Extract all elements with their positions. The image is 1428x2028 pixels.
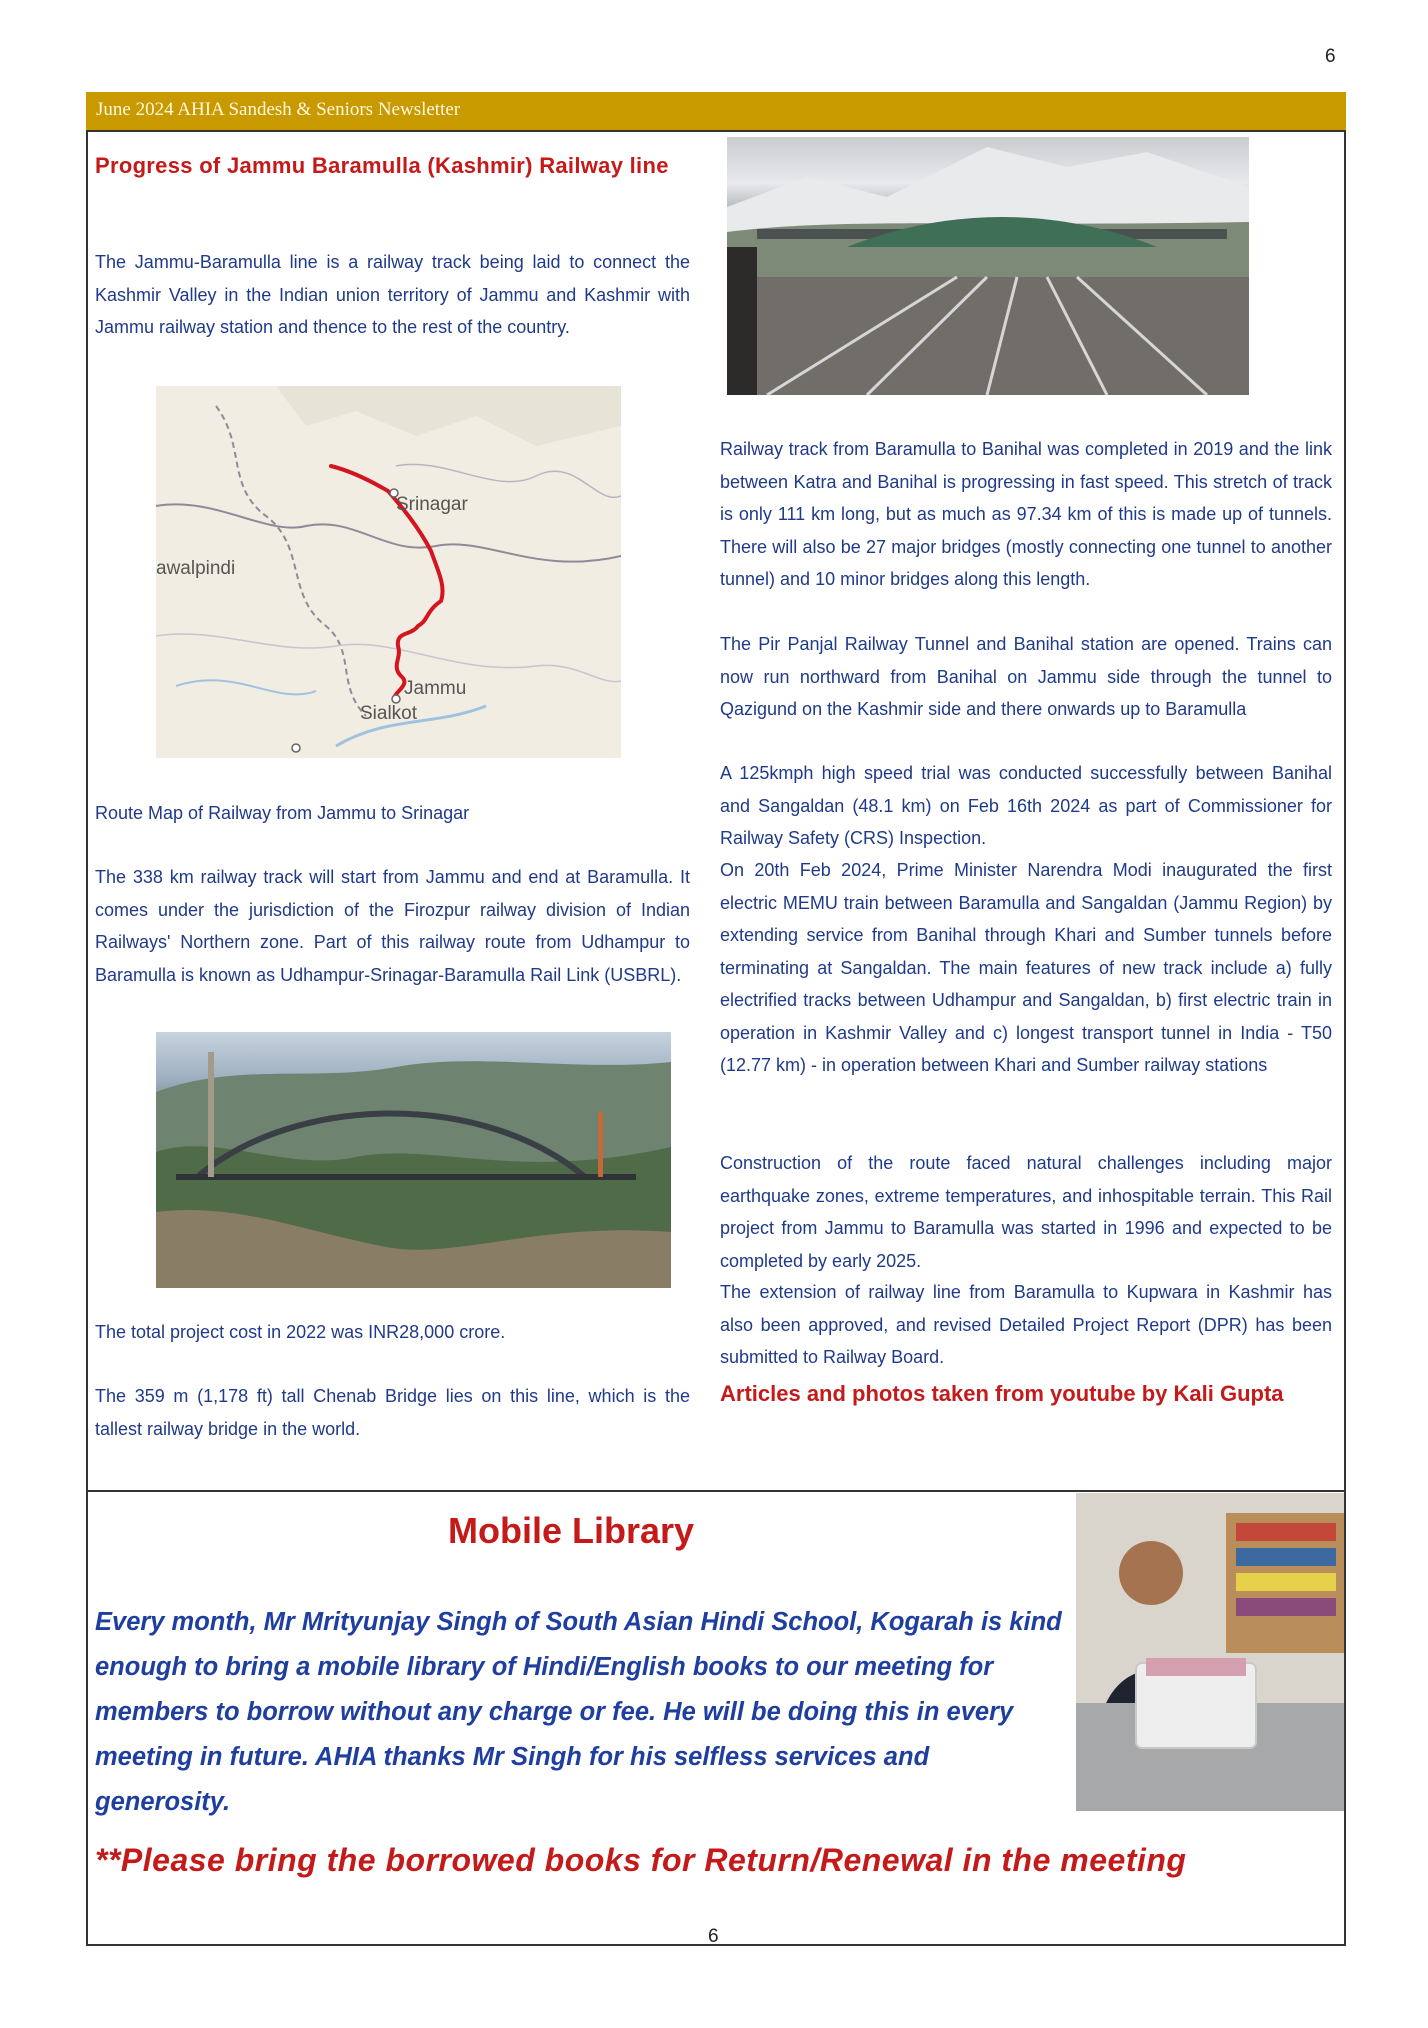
right-col-para-4: On 20th Feb 2024, Prime Minister Narendra Modi inaugurated the first electric MEMU train between Baramulla and Sangaldan (Jammu Region) by extending service from Banihal through Khari and Sumber tunnels before terminating at Sangaldan. The main features of new track include a) fully electrified tracks between Udhampur and Sangaldan, b) first electric train in operation in Kashmir Valley and c) longest transport tunnel in India - T50 (12.77 km) - in operation between Khari and Sumber railway stations	[720, 860, 1332, 1075]
chenab-bridge-photo	[156, 1032, 671, 1288]
railway-station-photo	[727, 137, 1249, 395]
map-label-rawalpindi: awalpindi	[156, 558, 236, 579]
map-label-jammu: Jammu	[404, 678, 467, 699]
mobile-library-photo	[1076, 1493, 1344, 1811]
newsletter-banner	[86, 92, 1346, 132]
route-map-image	[156, 386, 621, 758]
library-return-note: **Please bring the borrowed books for Return/Renewal in the meeting	[95, 1842, 1187, 1878]
right-col-para-5: Construction of the route faced natural challenges including major earthquake zones, extreme temperatures, and inhospitable terrain. This Rail project from Jammu to Baramulla was started in 1996 and expected to be completed by early 2025.	[720, 1153, 1332, 1271]
right-col-para-2: The Pir Panjal Railway Tunnel and Banihal station are opened. Trains can now run northward from Banihal on Jammu side through the tunnel to Qazigund on the Kashmir side and there onwards up to Baramulla	[720, 634, 1332, 719]
library-title: Mobile Library	[448, 1510, 695, 1551]
article-headline: Progress of Jammu Baramulla (Kashmir) Railway line	[95, 153, 669, 178]
right-col-para-1: Railway track from Baramulla to Banihal was completed in 2019 and the link between Katra and Banihal is progressing in fast speed. This stretch of track is only 111 km long, but as much as 97.34 km of this is made up of tunnels. There will also be 27 major bridges (mostly connecting one tunnel to another tunnel) and 10 minor bridges along this length.	[720, 439, 1332, 589]
bridge-svg	[156, 1032, 671, 1288]
article-cost-paragraph: The total project cost in 2022 was INR28,000 crore.	[95, 1322, 506, 1342]
section-divider	[86, 1490, 1346, 1492]
map-label-srinagar: Srinagar	[396, 494, 468, 515]
article-intro: The Jammu-Baramulla line is a railway track being laid to connect the Kashmir Valley in the Indian union territory of Jammu and Kashmir with Jammu railway station and thence to the rest of the country.	[95, 252, 690, 337]
page-number-top: 6	[1325, 46, 1336, 67]
page-number-bottom: 6	[708, 1926, 719, 1947]
route-map-svg	[156, 386, 621, 758]
map-caption: Route Map of Railway from Jammu to Srinagar	[95, 803, 470, 823]
station-svg	[727, 137, 1249, 395]
right-col-para-3: A 125kmph high speed trial was conducted successfully between Banihal and Sangaldan (48.1 km) on Feb 16th 2024 as part of Commissioner for Railway Safety (CRS) Inspection.	[720, 763, 1332, 848]
person-svg	[1076, 1493, 1344, 1811]
right-col-para-6: The extension of railway line from Baramulla to Kupwara in Kashmir has also been approved, and revised Detailed Project Report (DPR) has been submitted to Railway Board.	[720, 1282, 1332, 1367]
library-paragraph: Every month, Mr Mrityunjay Singh of South Asian Hindi School, Kogarah is kind enough to bring a mobile library of Hindi/English books to our meeting for members to borrow without any charge or fee. He will be doing this in every meeting in future. AHIA thanks Mr Singh for his selfless services and generosity.	[95, 1608, 1062, 1816]
article-route-paragraph: The 338 km railway track will start from Jammu and end at Baramulla. It comes under the jurisdiction of the Firozpur railway division of Indian Railways' Northern zone. Part of this railway route from Udhampur to Baramulla is known as Udhampur-Srinagar-Baramulla Rail Link (USBRL).	[95, 867, 690, 985]
map-label-sialkot: Sialkot	[360, 703, 418, 724]
article-bridge-paragraph: The 359 m (1,178 ft) tall Chenab Bridge lies on this line, which is the tallest railway bridge in the world.	[95, 1386, 690, 1439]
banner-title: June 2024 AHIA Sandesh & Seniors Newsletter	[96, 99, 461, 120]
article-credit: Articles and photos taken from youtube by Kali Gupta	[720, 1381, 1284, 1406]
